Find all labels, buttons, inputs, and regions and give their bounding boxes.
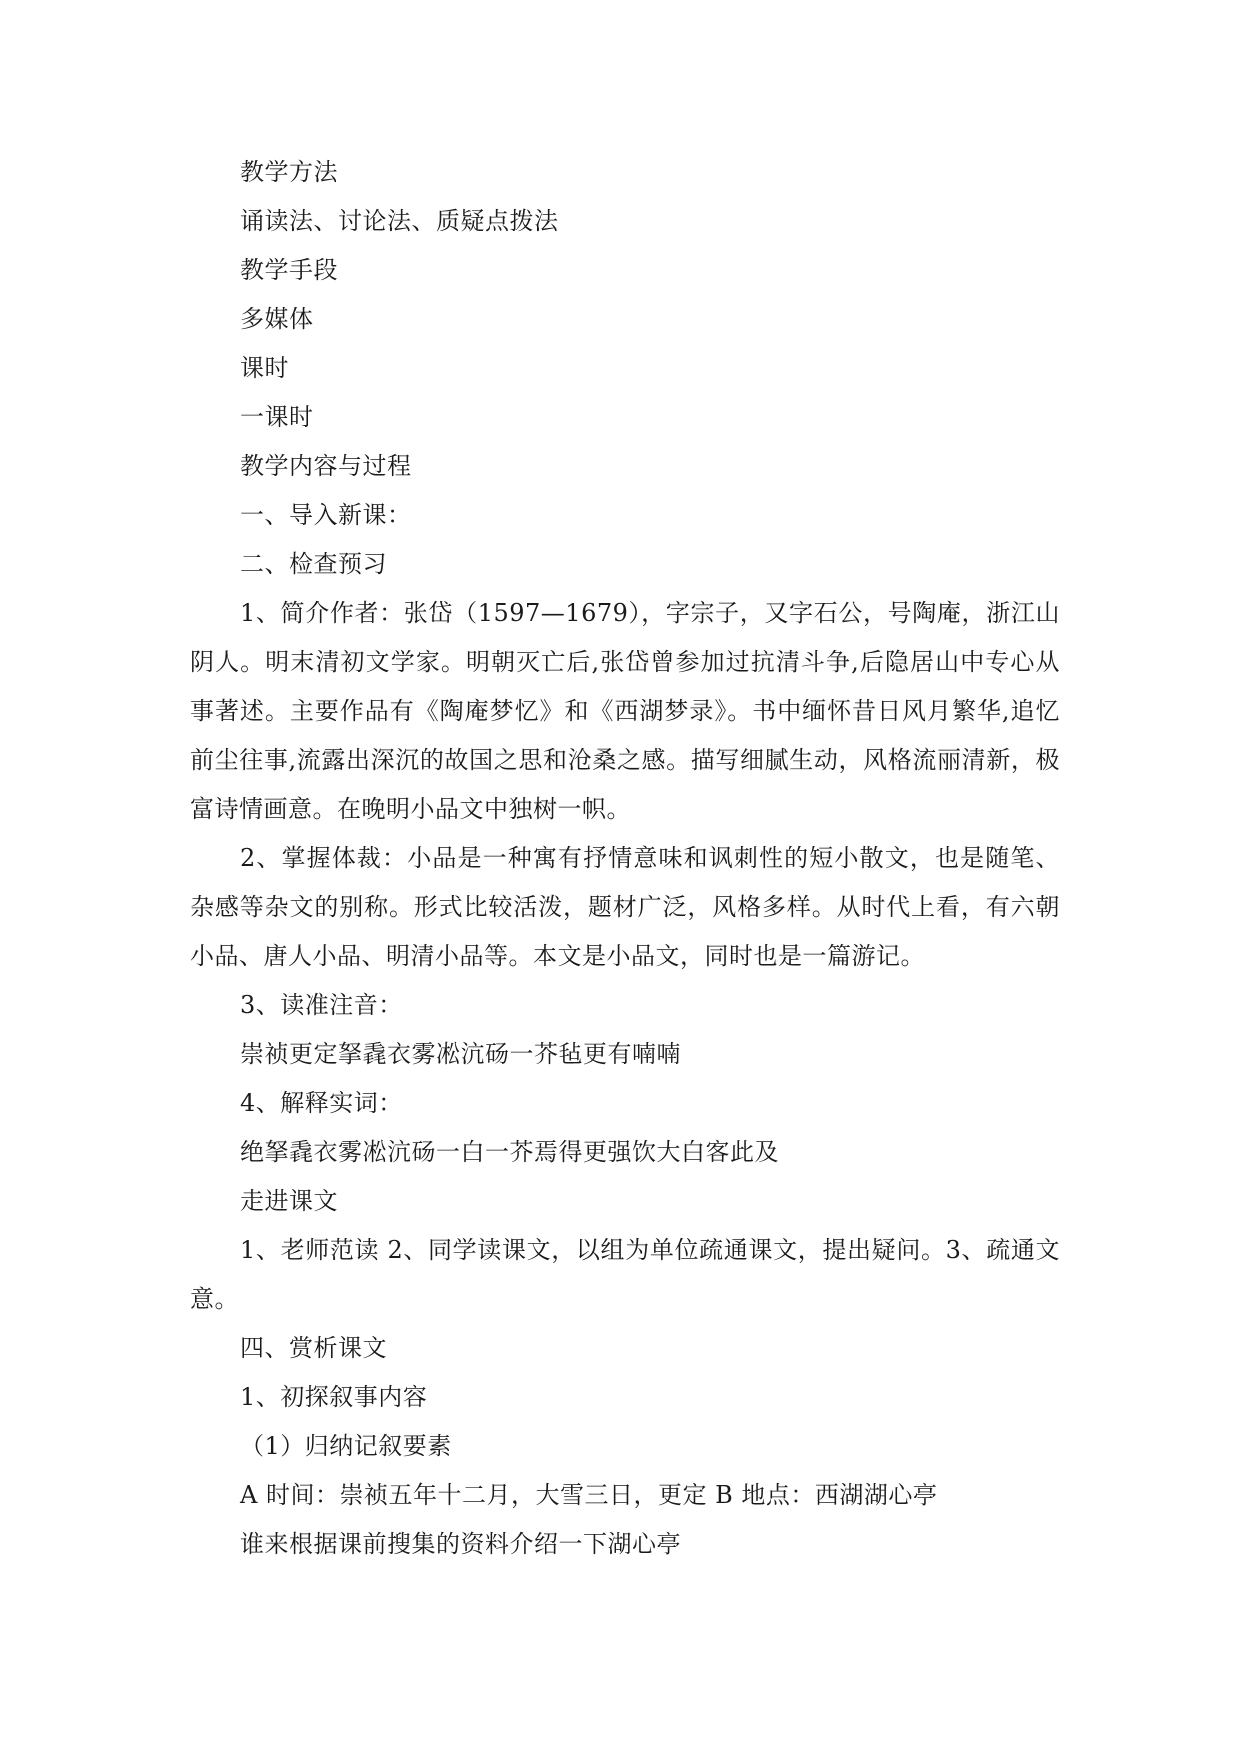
pronunciation-words: 崇祯更定拏毳衣雾凇沆砀一芥毡更有喃喃 xyxy=(240,1040,681,1068)
pronunciation-heading: 3、读准注音： xyxy=(240,991,403,1019)
teaching-means-text: 多媒体 xyxy=(240,305,314,333)
document-body xyxy=(190,148,1060,1569)
heading-teaching-means: 教学手段 xyxy=(240,256,338,284)
section-enter-text: 走进课文 xyxy=(240,1187,338,1215)
section-introduction: 一、导入新课： xyxy=(240,501,412,529)
teaching-method-text: 诵读法、讨论法、质疑点拨法 xyxy=(240,207,559,235)
pavilion-question-line: 谁来根据课前搜集的资料介绍一下湖心亭 xyxy=(240,1530,681,1558)
heading-teaching-method: 教学方法 xyxy=(240,158,338,186)
vocabulary-heading: 4、解释实词： xyxy=(240,1089,403,1117)
genre-paragraph: 2、掌握体裁：小品是一种寓有抒情意味和讽刺性的短小散文，也是随笔、杂感等杂文的别称。形式比较活泼，题材广泛，风格多样。从时代上看，有六朝小品、唐人小品、明清小品等。本文是小品文，同时也是一篇游记。 xyxy=(190,844,1060,970)
narrative-elements-heading: （1）归纳记叙要素 xyxy=(240,1432,452,1460)
time-place-line: A 时间：崇祯五年十二月，大雪三日，更定 B 地点：西湖湖心亭 xyxy=(240,1481,938,1509)
vocabulary-words: 绝拏毳衣雾凇沆砀一白一芥焉得更强饮大白客此及 xyxy=(240,1138,779,1166)
narrative-content-heading: 1、初探叙事内容 xyxy=(240,1383,428,1411)
section-appreciation: 四、赏析课文 xyxy=(240,1334,387,1362)
author-intro-paragraph: 1、简介作者：张岱（1597—1679），字宗子，又字石公，号陶庵，浙江山阴人。明末清初文学家。明朝灭亡后,张岱曾参加过抗清斗争,后隐居山中专心从事著述。主要作品有《陶庵梦忆》和《西湖梦录》。书中缅怀昔日风月繁华,追忆前尘往事,流露出深沉的故国之思和沧桑之感。描写细腻生动，风格流丽清新，极富诗情画意。在晚明小品文中独树一帜。 xyxy=(190,599,1060,823)
class-hours-text: 一课时 xyxy=(240,403,314,431)
heading-class-hours: 课时 xyxy=(240,354,289,382)
reading-steps-paragraph: 1、老师范读 2、同学读课文，以组为单位疏通课文，提出疑问。3、疏通文意。 xyxy=(190,1236,1060,1313)
heading-content-process: 教学内容与过程 xyxy=(240,452,412,480)
section-preview-check: 二、检查预习 xyxy=(240,550,387,578)
